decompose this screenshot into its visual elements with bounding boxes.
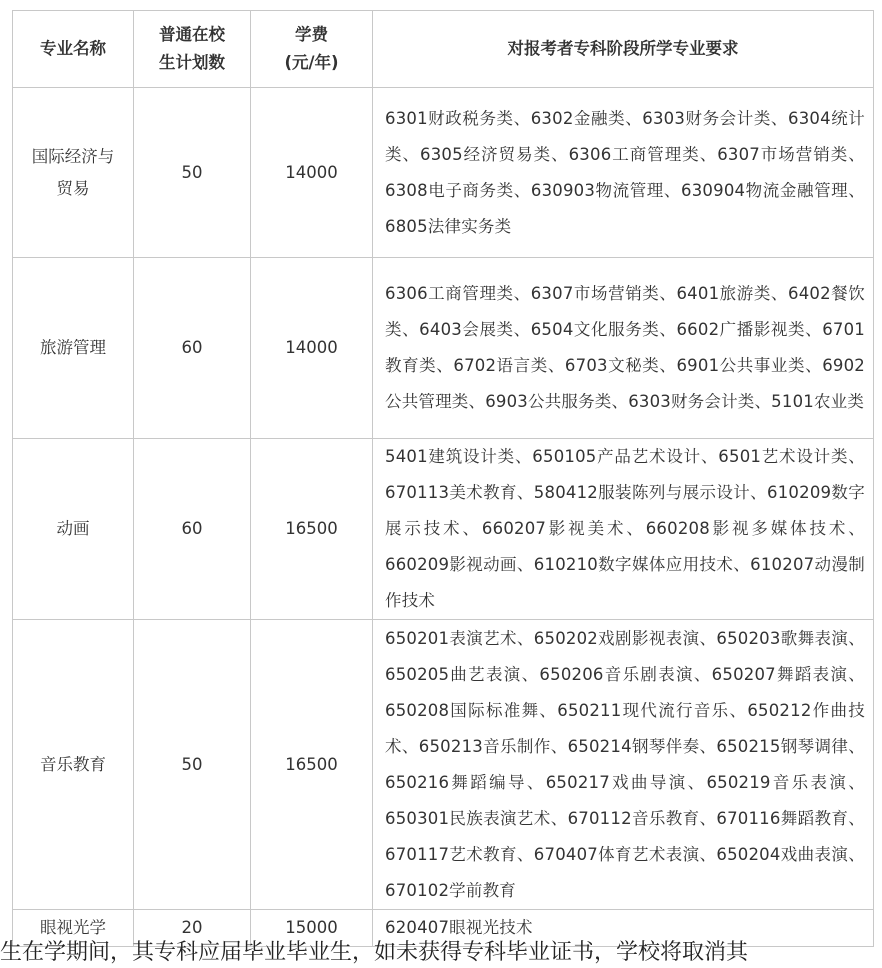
requirement-cell: 6301财政税务类、6302金融类、6303财务会计类、6304统计类、6305经济贸易类、6306工商管理类、6307市场营销类、6308电子商务类、630903物流管理、630904物流金融管理、6805法律实务类	[373, 88, 874, 258]
header-major-name: 专业名称	[13, 11, 134, 88]
requirement-cell: 6306工商管理类、6307市场营销类、6401旅游类、6402餐饮类、6403会展类、6504文化服务类、6602广播影视类、6701教育类、6702语言类、6703文秘类、6901公共事业类、6902公共管理类、6903公共服务类、6303财务会计类、5101农业类	[373, 258, 874, 439]
header-requirement: 对报考者专科阶段所学专业要求	[373, 11, 874, 88]
requirement-cell: 650201表演艺术、650202戏剧影视表演、650203歌舞表演、650205曲艺表演、650206音乐剧表演、650207舞蹈表演、650208国际标准舞、650211现代流行音乐、650212作曲技术、650213音乐制作、650214钢琴伴奏、650215钢琴调律、650216舞蹈编导、650217戏曲导演、650219音乐表演、650301民族表演艺术、670112音乐教育、670116舞蹈教育、670117艺术教育、670407体育艺术表演、650204戏曲表演、670102学前教育	[373, 620, 874, 910]
quota-cell: 50	[134, 620, 251, 910]
major-name-cell: 动画	[13, 439, 134, 620]
header-quota-line1: 普通在校	[159, 25, 225, 44]
header-row	[13, 11, 874, 88]
major-name-cell: 国际经济与 贸易	[13, 88, 134, 258]
major-name-cell: 眼视光学	[13, 910, 134, 947]
header-fee	[251, 11, 373, 88]
requirement-cell: 620407眼视光技术	[373, 910, 874, 947]
header-quota-line2: 生计划数	[159, 53, 225, 72]
quota-cell: 20	[134, 910, 251, 947]
major-name-cell: 旅游管理	[13, 258, 134, 439]
table-row	[13, 620, 874, 910]
fee-cell: 16500	[251, 620, 373, 910]
fee-cell: 14000	[251, 88, 373, 258]
header-fee-line1: 学费	[295, 25, 328, 44]
major-name-cell: 音乐教育	[13, 620, 134, 910]
header-fee-line2: (元/年)	[284, 53, 339, 72]
table-row	[13, 258, 874, 439]
fee-cell: 16500	[251, 439, 373, 620]
cut-off-text-line: 生在学期间，其专科应届毕业毕业生，如未获得专科毕业证书，学校将取消其	[0, 940, 749, 965]
quota-cell: 50	[134, 88, 251, 258]
majors-table	[12, 10, 874, 947]
fee-cell: 15000	[251, 910, 373, 947]
quota-cell: 60	[134, 439, 251, 620]
requirement-cell: 5401建筑设计类、650105产品艺术设计、6501艺术设计类、670113美术教育、580412服装陈列与展示设计、610209数字展示技术、660207影视美术、660208影视多媒体技术、660209影视动画、610210数字媒体应用技术、610207动漫制作技术	[373, 439, 874, 620]
fee-cell: 14000	[251, 258, 373, 439]
table-row	[13, 88, 874, 258]
table-row	[13, 439, 874, 620]
quota-cell: 60	[134, 258, 251, 439]
header-quota	[134, 11, 251, 88]
